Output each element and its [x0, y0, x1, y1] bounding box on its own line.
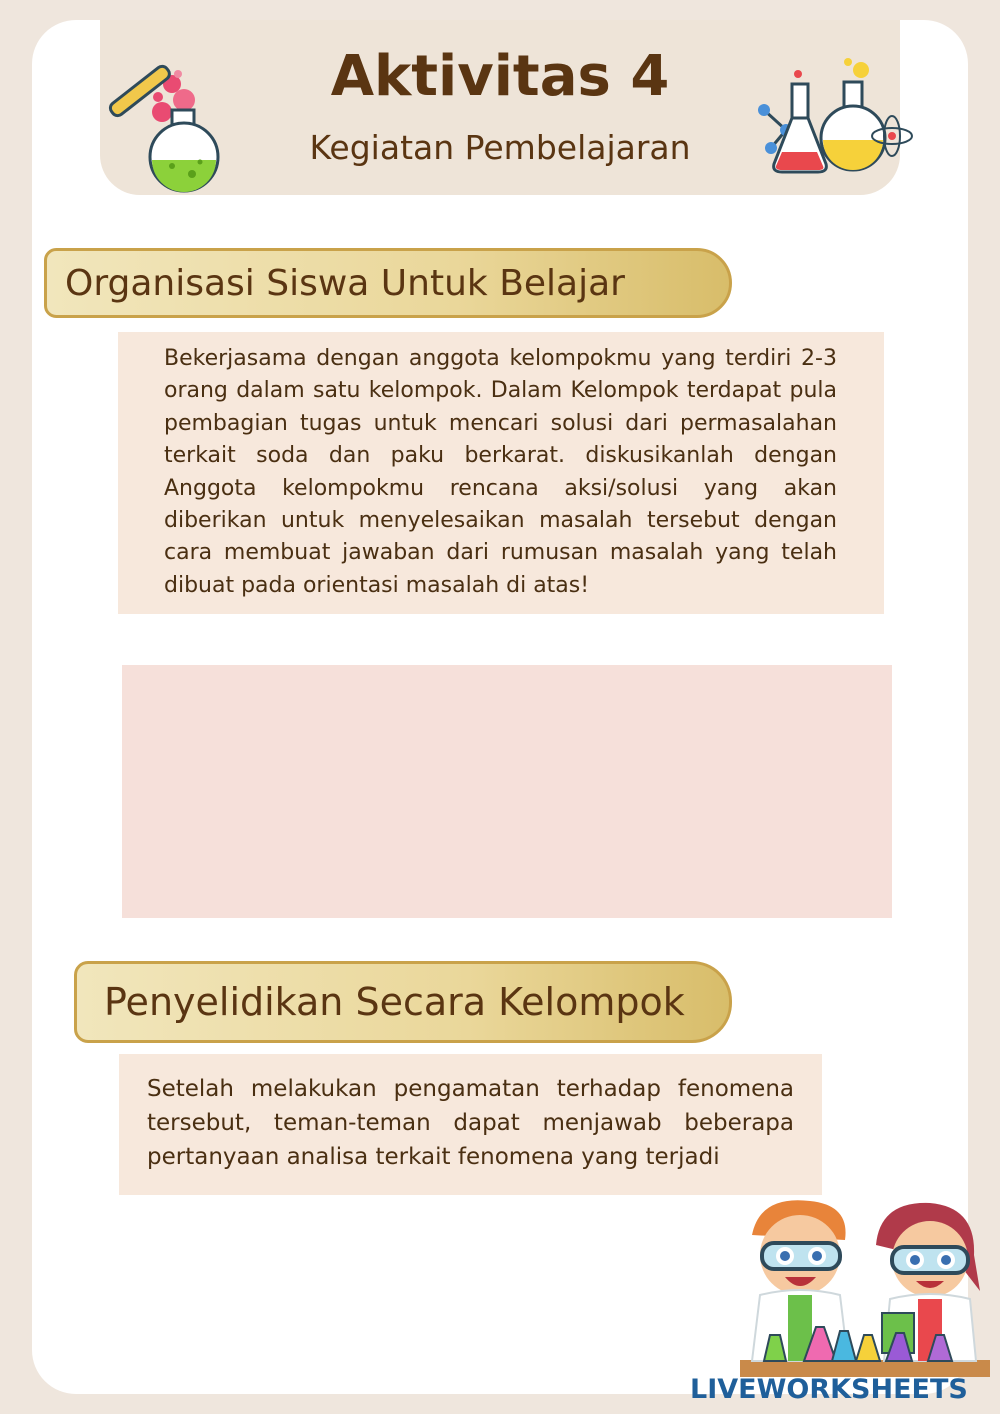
instruction-text: Bekerjasama dengan anggota kelompokmu yang terdiri 2-3 orang dalam satu kelompok. Dalam Kelompok terdapat pula pembagian tugas untuk mencari solusi dari permasalahan terkait soda dan paku berkarat. diskusikanlah dengan Anggota kelompokmu rencana aksi/solusi yang akan diberikan untuk menyelesaikan masalah tersebut dengan cara membuat jawaban dari rumusan masalah yang telah dibuat pada orientasi masalah di atas! — [164, 346, 837, 598]
section-heading-text: Organisasi Siswa Untuk Belajar — [65, 262, 625, 304]
flask-illustration-right — [756, 52, 916, 182]
answer-input-area[interactable] — [122, 665, 892, 918]
section-heading-text: Penyelidikan Secara Kelompok — [104, 980, 685, 1024]
investigation-text-box — [119, 1054, 822, 1195]
scientist-kids-illustration — [740, 1195, 990, 1377]
liveworksheets-logo: LIVEWORKSHEETS — [690, 1374, 968, 1405]
instruction-text-box — [118, 332, 884, 614]
page-title: Aktivitas 4 — [330, 44, 670, 109]
section-heading-organisasi — [44, 248, 732, 318]
investigation-text: Setelah melakukan pengamatan terhadap fenomena tersebut, teman-teman dapat menjawab beberapa pertanyaan analisa terkait fenomena yang terjadi — [147, 1076, 794, 1170]
flask-illustration-left — [100, 62, 230, 197]
section-heading-penyelidikan — [74, 961, 732, 1043]
page-subtitle: Kegiatan Pembelajaran — [309, 128, 691, 167]
